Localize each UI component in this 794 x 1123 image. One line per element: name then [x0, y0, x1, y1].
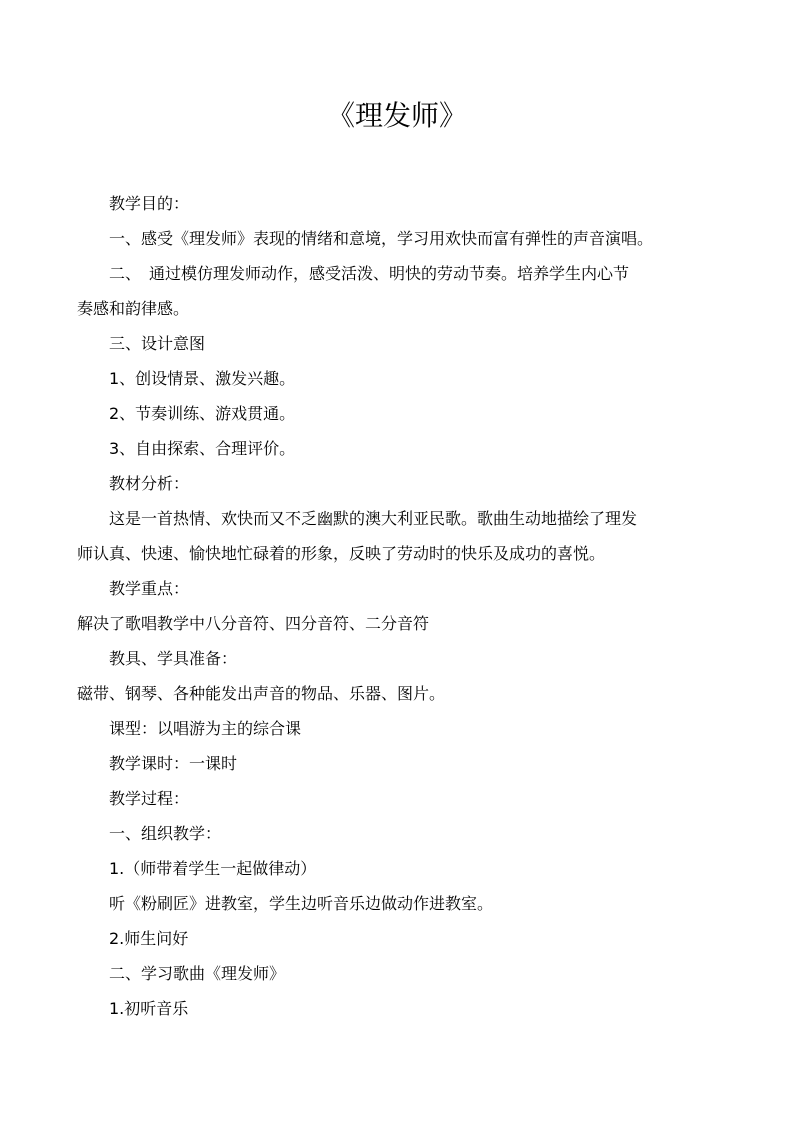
text-line: 教学重点： — [109, 579, 190, 598]
text-line: 听《粉刷匠》进教室，学生边听音乐边做动作进教室。 — [109, 894, 494, 913]
text-line: 教材分析： — [109, 474, 190, 493]
text-line: 磁带、钢琴、各种能发出声音的物品、乐器、图片。 — [77, 684, 446, 703]
text-line: 2.师生问好 — [109, 929, 189, 948]
text-line: 3、自由探索、合理评价。 — [109, 439, 296, 458]
text-line: 师认真、快速、愉快地忙碌着的形象，反映了劳动时的快乐及成功的喜悦。 — [77, 544, 606, 563]
text-line: 1.初听音乐 — [109, 999, 189, 1018]
text-line: 教学目的： — [109, 194, 190, 213]
text-line: 二、学习歌曲《理发师》 — [109, 964, 286, 983]
text-line: 二、 通过模仿理发师动作，感受活泼、明快的劳动节奏。培养学生内心节 — [109, 264, 630, 283]
text-line: 三、设计意图 — [109, 334, 206, 353]
text-line: 解决了歌唱教学中八分音符、四分音符、二分音符 — [77, 614, 430, 633]
text-line: 一、组织教学： — [109, 824, 222, 843]
text-line: 2、节奏训练、游戏贯通。 — [109, 404, 296, 423]
text-line: 这是一首热情、欢快而又不乏幽默的澳大利亚民歌。歌曲生动地描绘了理发 — [109, 509, 638, 528]
text-line: 奏感和韵律感。 — [77, 299, 190, 318]
text-line: 一、感受《理发师》表现的情绪和意境，学习用欢快而富有弹性的声音演唱。 — [109, 229, 654, 248]
document-body — [77, 186, 729, 1026]
text-line: 教学课时：一课时 — [109, 754, 238, 773]
text-line: 课型：以唱游为主的综合课 — [109, 719, 302, 738]
text-line: 1.（师带着学生一起做律动） — [109, 859, 317, 878]
document-title: 《理发师》 — [326, 99, 467, 132]
text-line: 教具、学具准备： — [109, 649, 238, 668]
text-line: 1、创设情景、激发兴趣。 — [109, 369, 296, 388]
text-line: 教学过程： — [109, 789, 190, 808]
